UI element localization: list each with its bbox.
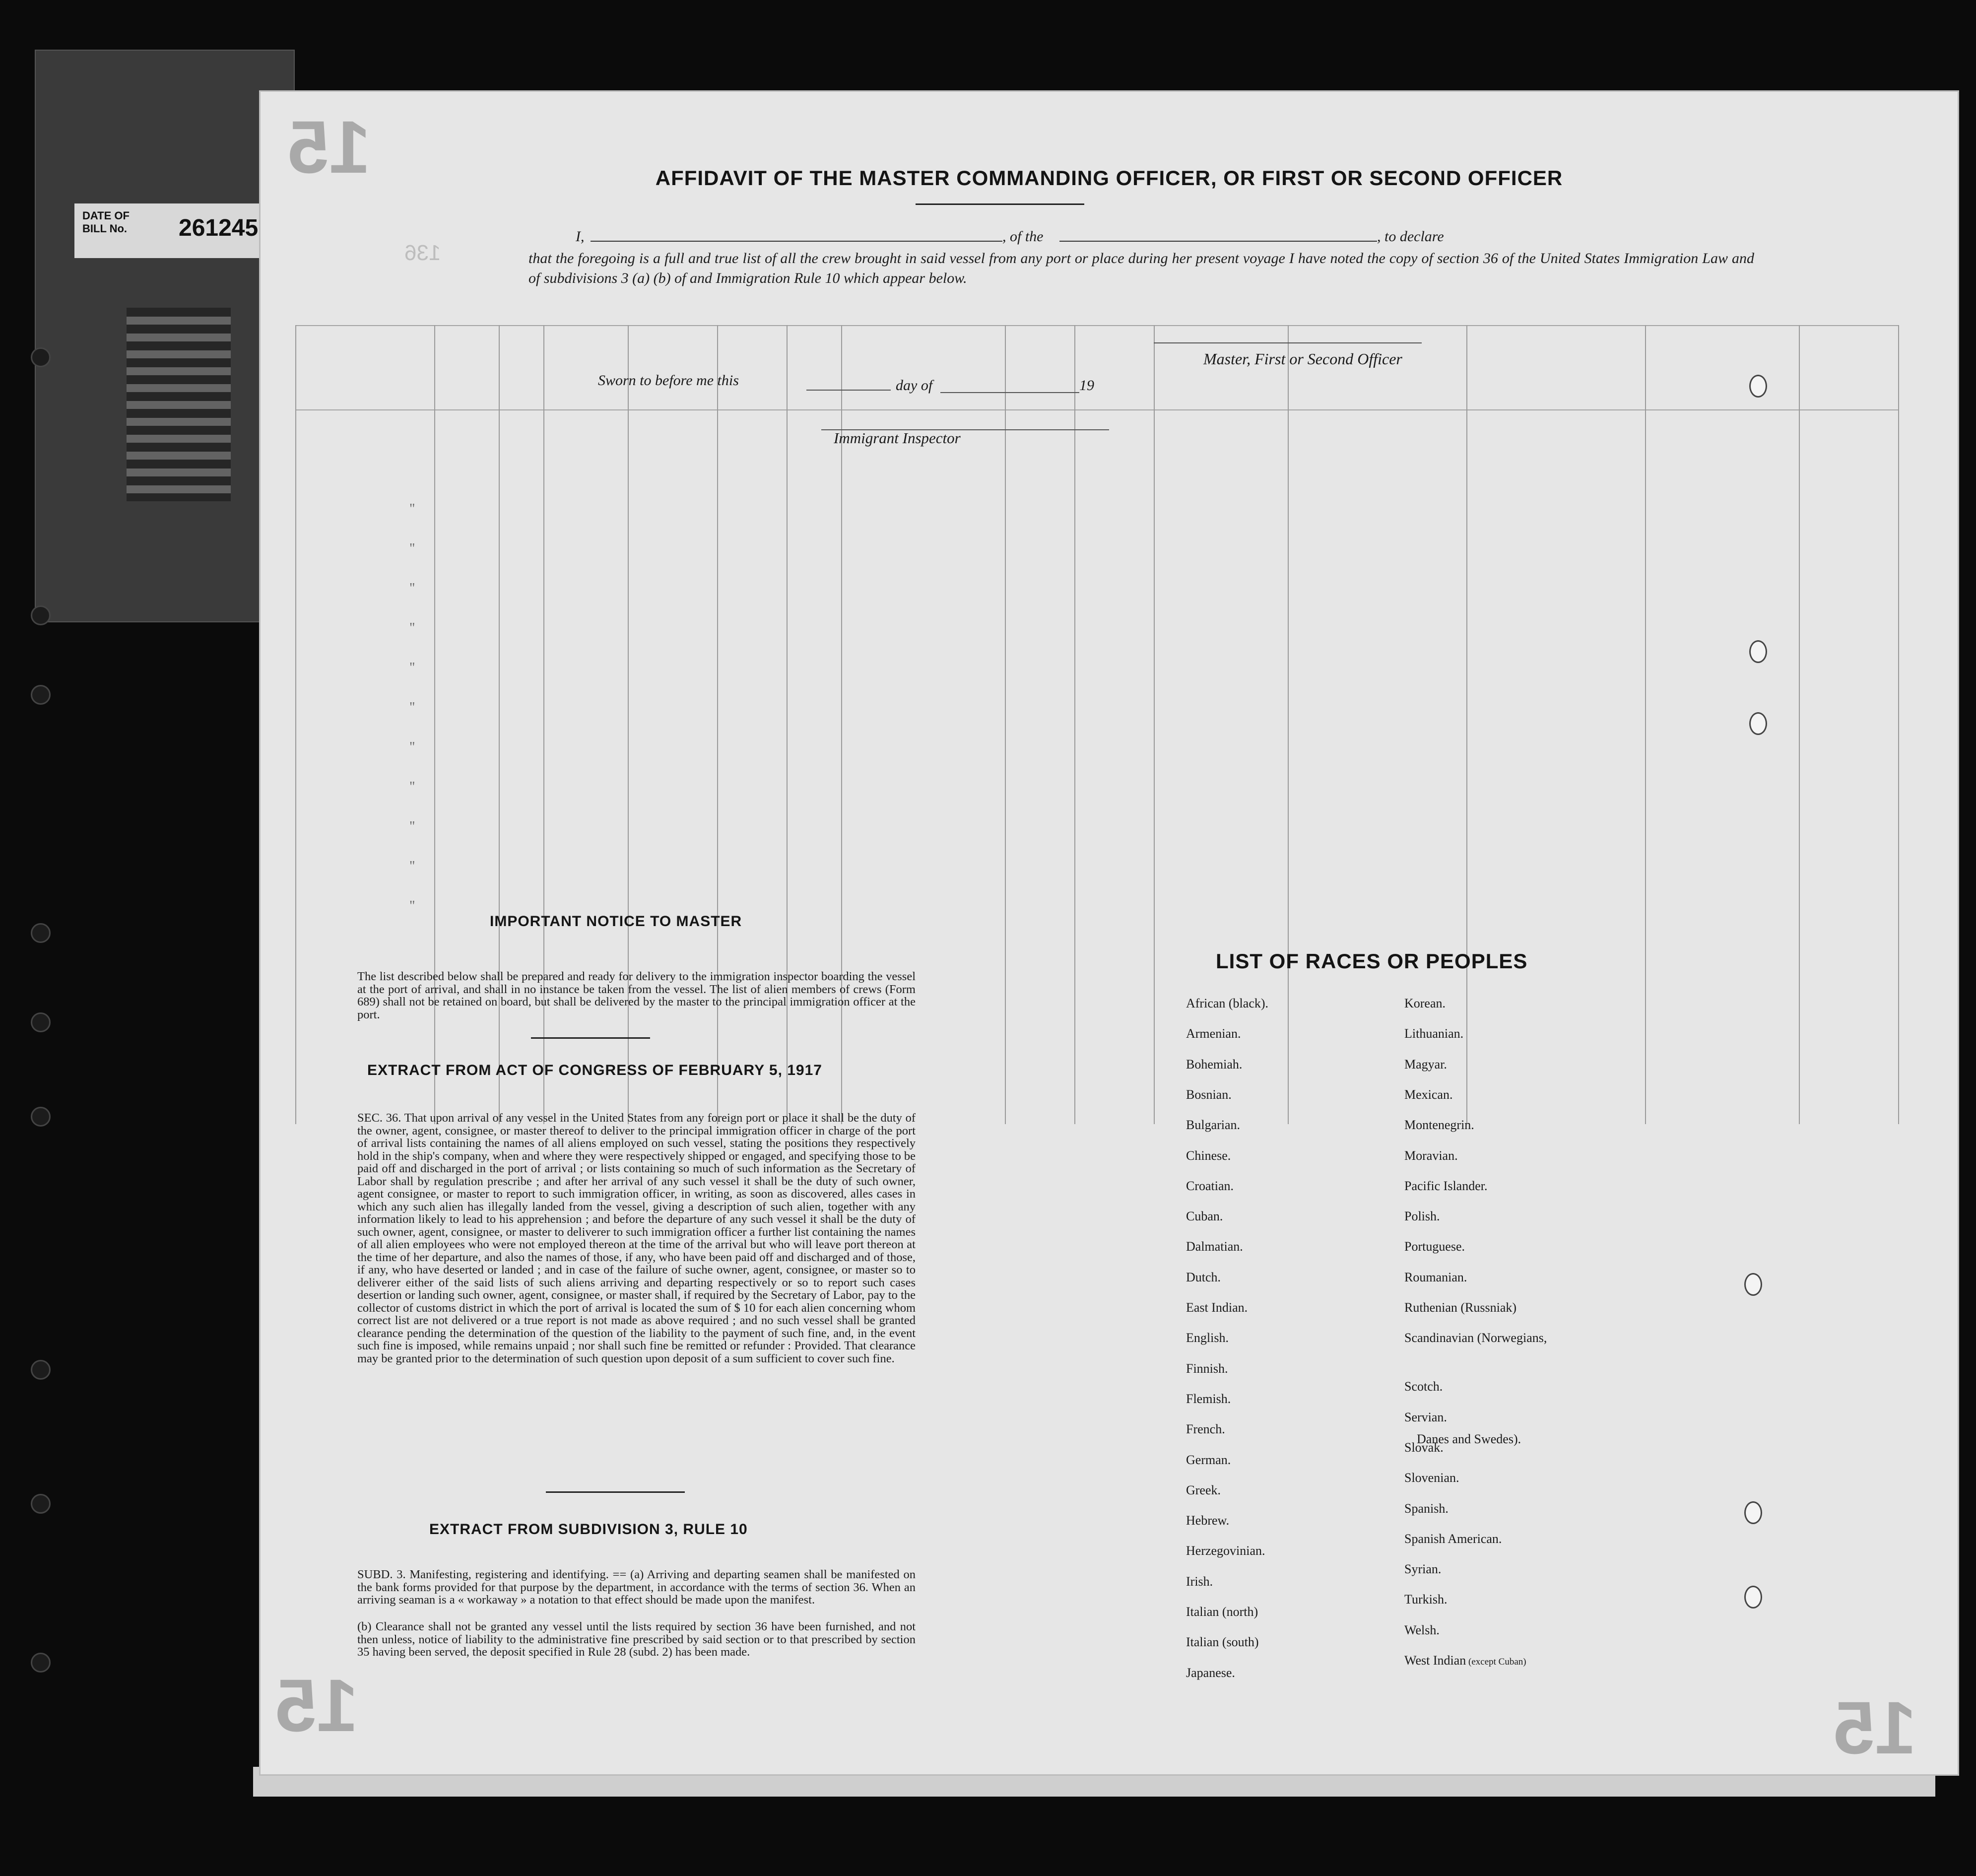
grid-line (295, 409, 1898, 410)
page-number-bleed: 15 (288, 105, 371, 189)
year-prefix: 19 (1079, 377, 1094, 394)
race-item: African (black). (1186, 996, 1269, 1010)
binder-clip (127, 308, 231, 501)
page-number-bleed: 15 (1834, 1686, 1916, 1769)
race-item: Mexican. (1404, 1087, 1453, 1102)
vessel-blank (1059, 227, 1377, 242)
race-item: French. (1186, 1422, 1225, 1437)
race-item: Croatian. (1186, 1178, 1234, 1193)
punch-hole (1744, 1273, 1762, 1296)
race-item: Italian (north) (1186, 1605, 1258, 1619)
races-title: LIST OF RACES OR PEOPLES (1216, 949, 1528, 973)
race-item: Lithuanian. (1404, 1026, 1464, 1041)
grid-line (1466, 325, 1467, 1124)
race-item: Japanese. (1186, 1665, 1235, 1680)
binder-hole (31, 347, 51, 367)
grid-line (295, 325, 1898, 326)
race-item: Armenian. (1186, 1026, 1241, 1041)
declaration-first-line (528, 227, 1754, 247)
ditto-mark: " (409, 620, 415, 636)
race-item: Scotch. (1404, 1379, 1443, 1394)
grid-line (295, 325, 296, 1124)
binder-hole (31, 605, 51, 625)
declaration-I: I, (576, 228, 585, 245)
race-item: Spanish. (1404, 1501, 1449, 1516)
race-item: Scandinavian (Norwegians, (1404, 1331, 1547, 1345)
race-item: Dutch. (1186, 1270, 1221, 1284)
bill-stamp-label: DATE OF BILL No. (82, 209, 130, 235)
race-item: Polish. (1404, 1209, 1440, 1224)
affidavit-page (261, 92, 1958, 1774)
race-item: Moravian. (1404, 1148, 1458, 1163)
notice-title: IMPORTANT NOTICE TO MASTER (490, 913, 742, 930)
race-item: Irish. (1186, 1574, 1213, 1589)
ditto-mark: " (409, 660, 415, 675)
grid-line (1898, 325, 1899, 1124)
punch-hole (1749, 640, 1767, 663)
act-extract-title: EXTRACT FROM ACT OF CONGRESS OF FEBRUARY 5, 1917 (367, 1062, 822, 1078)
declaration-of-the: , of the (1002, 228, 1044, 245)
race-item: English. (1186, 1331, 1229, 1345)
rule-extract-text-b: (b) Clearance shall not be granted any vessel until the lists required by section 36 have been furnished, and not then unless, notice of liability to the administrative fine prescribed by said section or to that prescribed by section 35 having been served, the deposit specified in Rule 28 (subd. 2) has been made. (357, 1620, 916, 1659)
declaration-to-declare: , to declare (1377, 228, 1444, 245)
section-divider (531, 1037, 650, 1039)
title-underline (916, 203, 1084, 205)
ditto-mark: " (409, 581, 415, 596)
race-item: Chinese. (1186, 1148, 1231, 1163)
ditto-mark: " (409, 700, 415, 715)
ditto-mark: " (409, 898, 415, 914)
affidavit-title: AFFIDAVIT OF THE MASTER COMMANDING OFFICER, OR FIRST OR SECOND OFFICER (655, 166, 1563, 190)
ditto-mark: " (409, 541, 415, 556)
binder-hole (31, 685, 51, 705)
race-item: Finnish. (1186, 1361, 1228, 1376)
declaration-block (528, 227, 1754, 288)
punch-hole (1749, 375, 1767, 398)
race-item: Slovak. (1404, 1440, 1444, 1455)
binder-hole (31, 1653, 51, 1673)
race-item: Hebrew. (1186, 1513, 1230, 1528)
grid-line (1005, 325, 1006, 1124)
race-item: Korean. (1404, 996, 1446, 1010)
notice-text: The list described below shall be prepared and ready for delivery to the immigration inspector boarding the vessel at the port of arrival, and shall in no instance be taken from the vessel. The list of alien members of crews (Form 689) shall not be retained on board, but shall be delivered by the master to the principal immigration officer at the port. (357, 970, 916, 1021)
rule-extract-text-a: SUBD. 3. Manifesting, registering and identifying. == (a) Arriving and departing seamen shall be manifested on the bank forms provided for that purpose by the department, in accordance with the terms of section 36. When an arriving seaman is a « workaway » a notation to that effect should be made upon the manifest. (357, 1568, 916, 1607)
ditto-mark: " (409, 819, 415, 834)
race-item: Servian. (1404, 1409, 1447, 1424)
declaration-body: that the foregoing is a full and true list of all the crew brought in said vessel from any port or place during her present voyage I have noted the copy of section 36 of the United States Immigration Law and of subdivisions 3 (a) (b) of and Immigration Rule 10 which appear below. (528, 250, 1754, 286)
race-item: Greek. (1186, 1482, 1221, 1497)
sworn-label: Sworn to before me this (598, 372, 739, 389)
sworn-day-blank (806, 390, 891, 391)
day-of-label: day of (896, 377, 933, 394)
scandinavian-continuation: Danes and Swedes). (1417, 1432, 1521, 1446)
grid-line (1154, 325, 1155, 1124)
binder-hole (31, 1360, 51, 1380)
race-item: East Indian. (1186, 1300, 1248, 1315)
race-item: Magyar. (1404, 1057, 1447, 1072)
race-item: Portuguese. (1404, 1239, 1465, 1254)
binder-hole (31, 923, 51, 943)
ditto-mark: " (409, 859, 415, 874)
grid-line (1799, 325, 1800, 1124)
punch-hole (1744, 1501, 1762, 1524)
ditto-mark: " (409, 739, 415, 755)
race-item: Herzegovinian. (1186, 1543, 1265, 1558)
ditto-mark: " (409, 501, 415, 517)
race-item: Montenegrin. (1404, 1118, 1474, 1133)
grid-line (1645, 325, 1646, 1124)
rule-extract-title: EXTRACT FROM SUBDIVISION 3, RULE 10 (429, 1521, 748, 1538)
race-item: Flemish. (1186, 1391, 1231, 1406)
month-blank (940, 392, 1079, 393)
master-signature-line (1154, 342, 1422, 343)
race-item: Dalmatian. (1186, 1239, 1243, 1254)
race-item: Roumanian. (1404, 1270, 1467, 1284)
race-item: West Indian (except Cuban) (1404, 1653, 1526, 1668)
act-extract-text: SEC. 36. That upon arrival of any vessel in the United States from any foreign port or place it shall be the duty of the owner, agent, consignee, or master thereof to deliver to the principal immigration officer in charge of the port of arrival lists containing the names of all aliens employed on such vessel, stating the positions they respectively hold in the ship's company, when and where they were respectively shipped or engaged, and specifying those to be paid off and discharged in the port of arrival ; or lists containing so much of such information as the Secretary of Labor shall by regulation prescribe ; and after her arrival of any such vessel it shall be the duty of such owner, agent consignee, or master to report to such immigration officer, in writing, as soon as discovered, alles cases in which any such alien has illegally landed from the vessel, giving a description of such alien, together with any information likely to lead to his apprehension ; and before the departure of any such vessel it shall be the duty of such owner, agent, consignee, or master to deliverer to such immigration officer a further list containing the names of all alien employees who were not employed thereon at the time of the arrival but who will leave port thereon at the time of her departure, and also the names of those, if any, who have been paid off and discharged and of those, if any, who have deserted or landed ; and in case of the failure of suche owner, agent, consignee, or master so to deliverer either of the said lists of such aliens arriving and departing respectively or so to report such cases desertion or landing such owner, agent, consignee, or master shall, if required by the Secretary of Labor, pay to the collector of customs district in which the port of arrival is located the sum of $ 10 for each alien concerning whom correct list are not delivered or a true report is not made as above required ; and no such vessel shall be granted clearance pending the determination of the question of the liability to the payment of such fine, and, in the event such fine is imposed, while remains unpaid ; nor shall such fine be remitted or refunder : Provided. That clearance may be granted prior to the determination of such question upon deposit of a sum sufficient to cover such fine. (357, 1111, 916, 1365)
binder-hole (31, 1107, 51, 1127)
page-number-bleed: 15 (275, 1664, 358, 1747)
ditto-mark: " (409, 779, 415, 795)
race-item: Slovenian. (1404, 1471, 1459, 1485)
master-signature-label: Master, First or Second Officer (1203, 350, 1402, 368)
race-item: Bohemiah. (1186, 1057, 1243, 1072)
west-indian-note: (except Cuban) (1466, 1657, 1526, 1667)
race-item: Turkish. (1404, 1592, 1448, 1607)
race-item: Syrian. (1404, 1562, 1442, 1577)
race-item: Ruthenian (Russniak) (1404, 1300, 1517, 1315)
race-item: Bulgarian. (1186, 1118, 1241, 1133)
race-item: Spanish American. (1404, 1531, 1502, 1546)
grid-line (1288, 325, 1289, 1124)
binder-hole (31, 1494, 51, 1514)
name-blank (591, 227, 1002, 242)
inspector-label: Immigrant Inspector (834, 429, 961, 447)
race-item: Italian (south) (1186, 1635, 1259, 1650)
punch-hole (1744, 1586, 1762, 1608)
section-divider (546, 1491, 685, 1493)
bill-stamp (74, 203, 273, 258)
race-item: Welsh. (1404, 1622, 1440, 1637)
binder-hole (31, 1012, 51, 1032)
race-item: German. (1186, 1452, 1231, 1467)
race-item: Cuban. (1186, 1209, 1223, 1224)
race-item: Bosnian. (1186, 1087, 1232, 1102)
grid-line (1074, 325, 1075, 1124)
race-item: Pacific Islander. (1404, 1178, 1488, 1193)
bill-stamp-number: 261245 (179, 215, 259, 241)
punch-hole (1749, 712, 1767, 735)
faded-tag-number: 136 (404, 241, 441, 265)
